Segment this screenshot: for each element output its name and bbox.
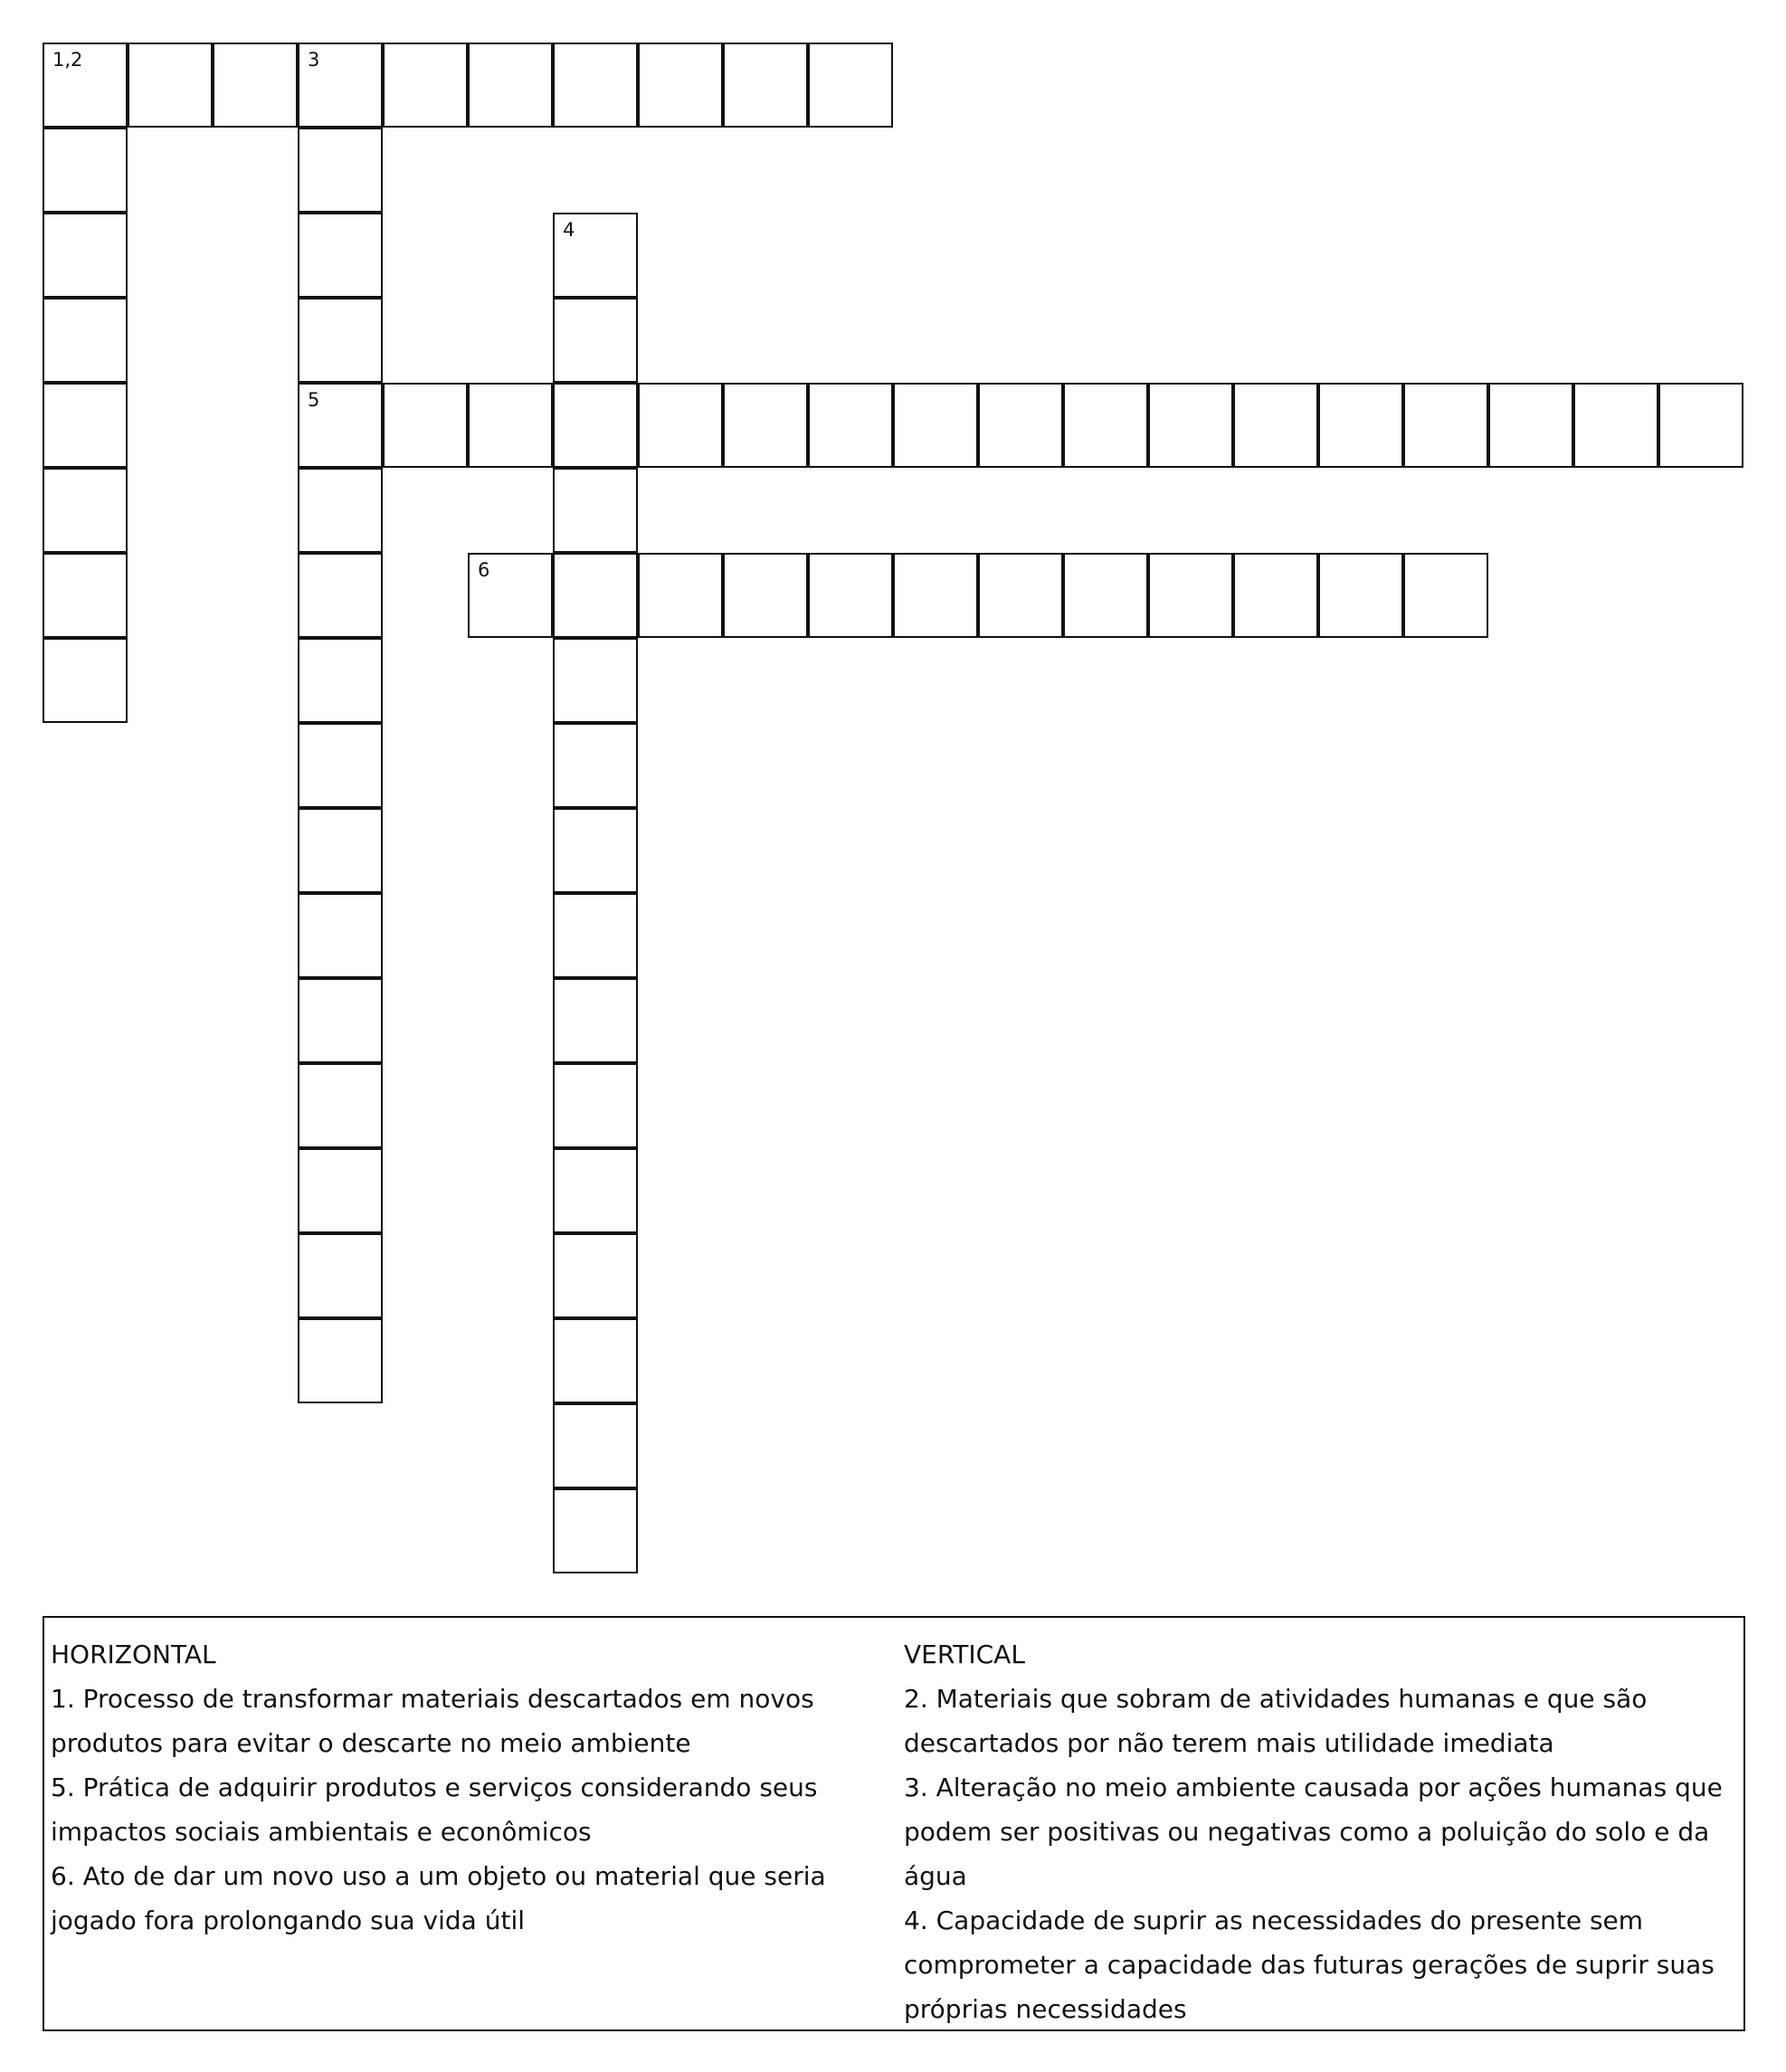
crossword-cell[interactable] [298,43,383,128]
horizontal-heading: HORIZONTAL [51,1640,216,1669]
crossword-cell[interactable] [723,383,808,468]
crossword-cell[interactable] [553,1148,638,1233]
crossword-cell[interactable] [553,43,638,128]
crossword-cell[interactable] [1318,383,1403,468]
clues-panel [43,1616,1745,2031]
horizontal-clues [51,1632,892,1943]
crossword-cell[interactable] [553,723,638,808]
crossword-cell[interactable] [1403,383,1488,468]
crossword-cell[interactable] [978,553,1063,638]
clue-across-6: 6. Ato de dar um novo uso a um objeto ou material que seria jogado fora prolongando sua vida útil [51,1861,826,1935]
crossword-cell[interactable] [298,298,383,383]
crossword-cell[interactable] [383,43,468,128]
crossword-cell[interactable] [723,43,808,128]
crossword-cell[interactable] [383,383,468,468]
crossword-cell[interactable] [298,638,383,723]
crossword-cell[interactable] [1233,383,1318,468]
crossword-cell[interactable] [298,1233,383,1318]
crossword-cell[interactable] [298,213,383,298]
crossword-cell[interactable] [1233,553,1318,638]
crossword-cell[interactable] [468,383,553,468]
crossword-cell[interactable] [43,43,128,128]
crossword-cell[interactable] [298,1148,383,1233]
crossword-cell[interactable] [43,213,128,298]
crossword-cell[interactable] [553,1233,638,1318]
crossword-cell[interactable] [553,1403,638,1488]
crossword-cell[interactable] [298,1063,383,1148]
crossword-cell[interactable] [298,468,383,553]
crossword-cell[interactable] [43,383,128,468]
vertical-clues [904,1632,1741,2031]
crossword-cell[interactable] [978,383,1063,468]
crossword-cell[interactable] [1573,383,1658,468]
crossword-cell[interactable] [298,553,383,638]
crossword-cell[interactable] [723,553,808,638]
crossword-cell[interactable] [298,893,383,978]
crossword-cell[interactable] [553,808,638,893]
clue-down-3: 3. Alteração no meio ambiente causada por ações humanas que podem ser positivas ou negativas como a poluição do solo e da água [904,1773,1723,1891]
crossword-cell[interactable] [43,553,128,638]
crossword-cell[interactable] [553,553,638,638]
crossword-cell[interactable] [298,723,383,808]
crossword-cell[interactable] [553,298,638,383]
crossword-cell[interactable] [553,468,638,553]
crossword-cell[interactable] [553,213,638,298]
crossword-cell[interactable] [1403,553,1488,638]
vertical-heading: VERTICAL [904,1640,1025,1669]
crossword-cell[interactable] [43,128,128,213]
crossword-cell[interactable] [1488,383,1573,468]
crossword-cell[interactable] [808,43,893,128]
crossword-cell[interactable] [298,978,383,1063]
crossword-cell[interactable] [553,1318,638,1403]
crossword-cell[interactable] [298,383,383,468]
clue-number: 6 [478,559,490,581]
crossword-cell[interactable] [128,43,213,128]
crossword-cell[interactable] [553,383,638,468]
crossword-cell[interactable] [43,298,128,383]
crossword-cell[interactable] [553,1063,638,1148]
clue-number: 1,2 [52,49,83,71]
crossword-cell[interactable] [468,553,553,638]
crossword-cell[interactable] [808,383,893,468]
crossword-cell[interactable] [893,383,978,468]
crossword-cell[interactable] [638,553,723,638]
clue-down-2: 2. Materiais que sobram de atividades humanas e que são descartados por não terem mais utilidade imediata [904,1684,1648,1758]
crossword-cell[interactable] [808,553,893,638]
crossword-cell[interactable] [43,468,128,553]
clue-across-5: 5. Prática de adquirir produtos e serviços considerando seus impactos sociais ambientais e econômicos [51,1773,818,1847]
crossword-cell[interactable] [893,553,978,638]
crossword-cell[interactable] [298,128,383,213]
crossword-cell[interactable] [298,1318,383,1403]
crossword-cell[interactable] [553,638,638,723]
clue-across-1: 1. Processo de transformar materiais descartados em novos produtos para evitar o descarte no meio ambiente [51,1684,814,1758]
crossword-cell[interactable] [1148,553,1233,638]
clue-down-4: 4. Capacidade de suprir as necessidades do presente sem comprometer a capacidade das futuras gerações de suprir suas próprias necessidades [904,1906,1715,2024]
crossword-cell[interactable] [1318,553,1403,638]
crossword-cell[interactable] [553,893,638,978]
crossword-cell[interactable] [1063,383,1148,468]
crossword-cell[interactable] [553,1488,638,1573]
crossword-cell[interactable] [638,383,723,468]
crossword-cell[interactable] [468,43,553,128]
crossword-cell[interactable] [1063,553,1148,638]
crossword-cell[interactable] [1148,383,1233,468]
clue-number: 4 [563,219,575,241]
crossword-cell[interactable] [1658,383,1743,468]
crossword-cell[interactable] [43,638,128,723]
crossword-cell[interactable] [298,808,383,893]
crossword-cell[interactable] [638,43,723,128]
crossword-cell[interactable] [213,43,298,128]
clue-number: 3 [308,49,320,71]
crossword-cell[interactable] [553,978,638,1063]
clue-number: 5 [308,389,320,411]
